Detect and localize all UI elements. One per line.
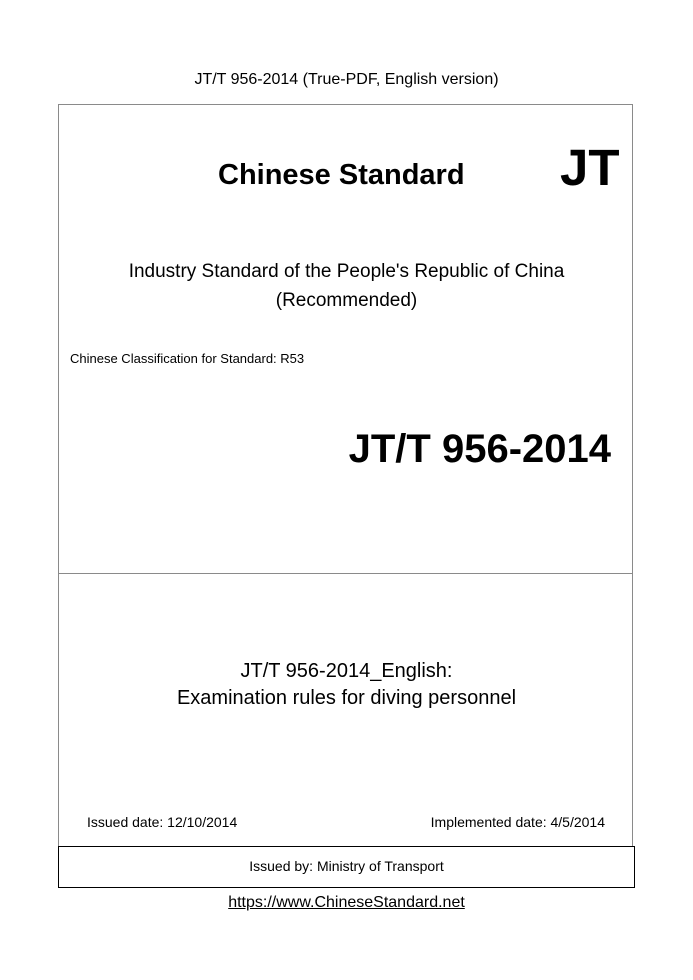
standard-type-title: Chinese Standard (218, 159, 465, 191)
classification-code: Chinese Classification for Standard: R53 (70, 351, 305, 366)
document-title (0, 658, 693, 712)
footer (0, 893, 693, 913)
website-link[interactable]: https://www.ChineseStandard.net (228, 894, 465, 911)
industry-line: Industry Standard of the People's Republic of China (128, 261, 565, 282)
document-header: JT/T 956-2014 (True-PDF, English version) (194, 71, 499, 88)
standard-number: JT/T 956-2014 (348, 427, 611, 471)
document-title-code: JT/T 956-2014_English: (240, 660, 453, 682)
document-title-name: Examination rules for diving personnel (176, 687, 517, 709)
standard-code-mark: JT (560, 139, 620, 196)
issued-by: Issued by: Ministry of Transport (249, 858, 444, 874)
issued-date: Issued date: 12/10/2014 (87, 814, 238, 830)
industry-standard-heading (0, 257, 693, 315)
implemented-date: Implemented date: 4/5/2014 (430, 814, 605, 830)
recommended-line: (Recommended) (275, 290, 418, 311)
